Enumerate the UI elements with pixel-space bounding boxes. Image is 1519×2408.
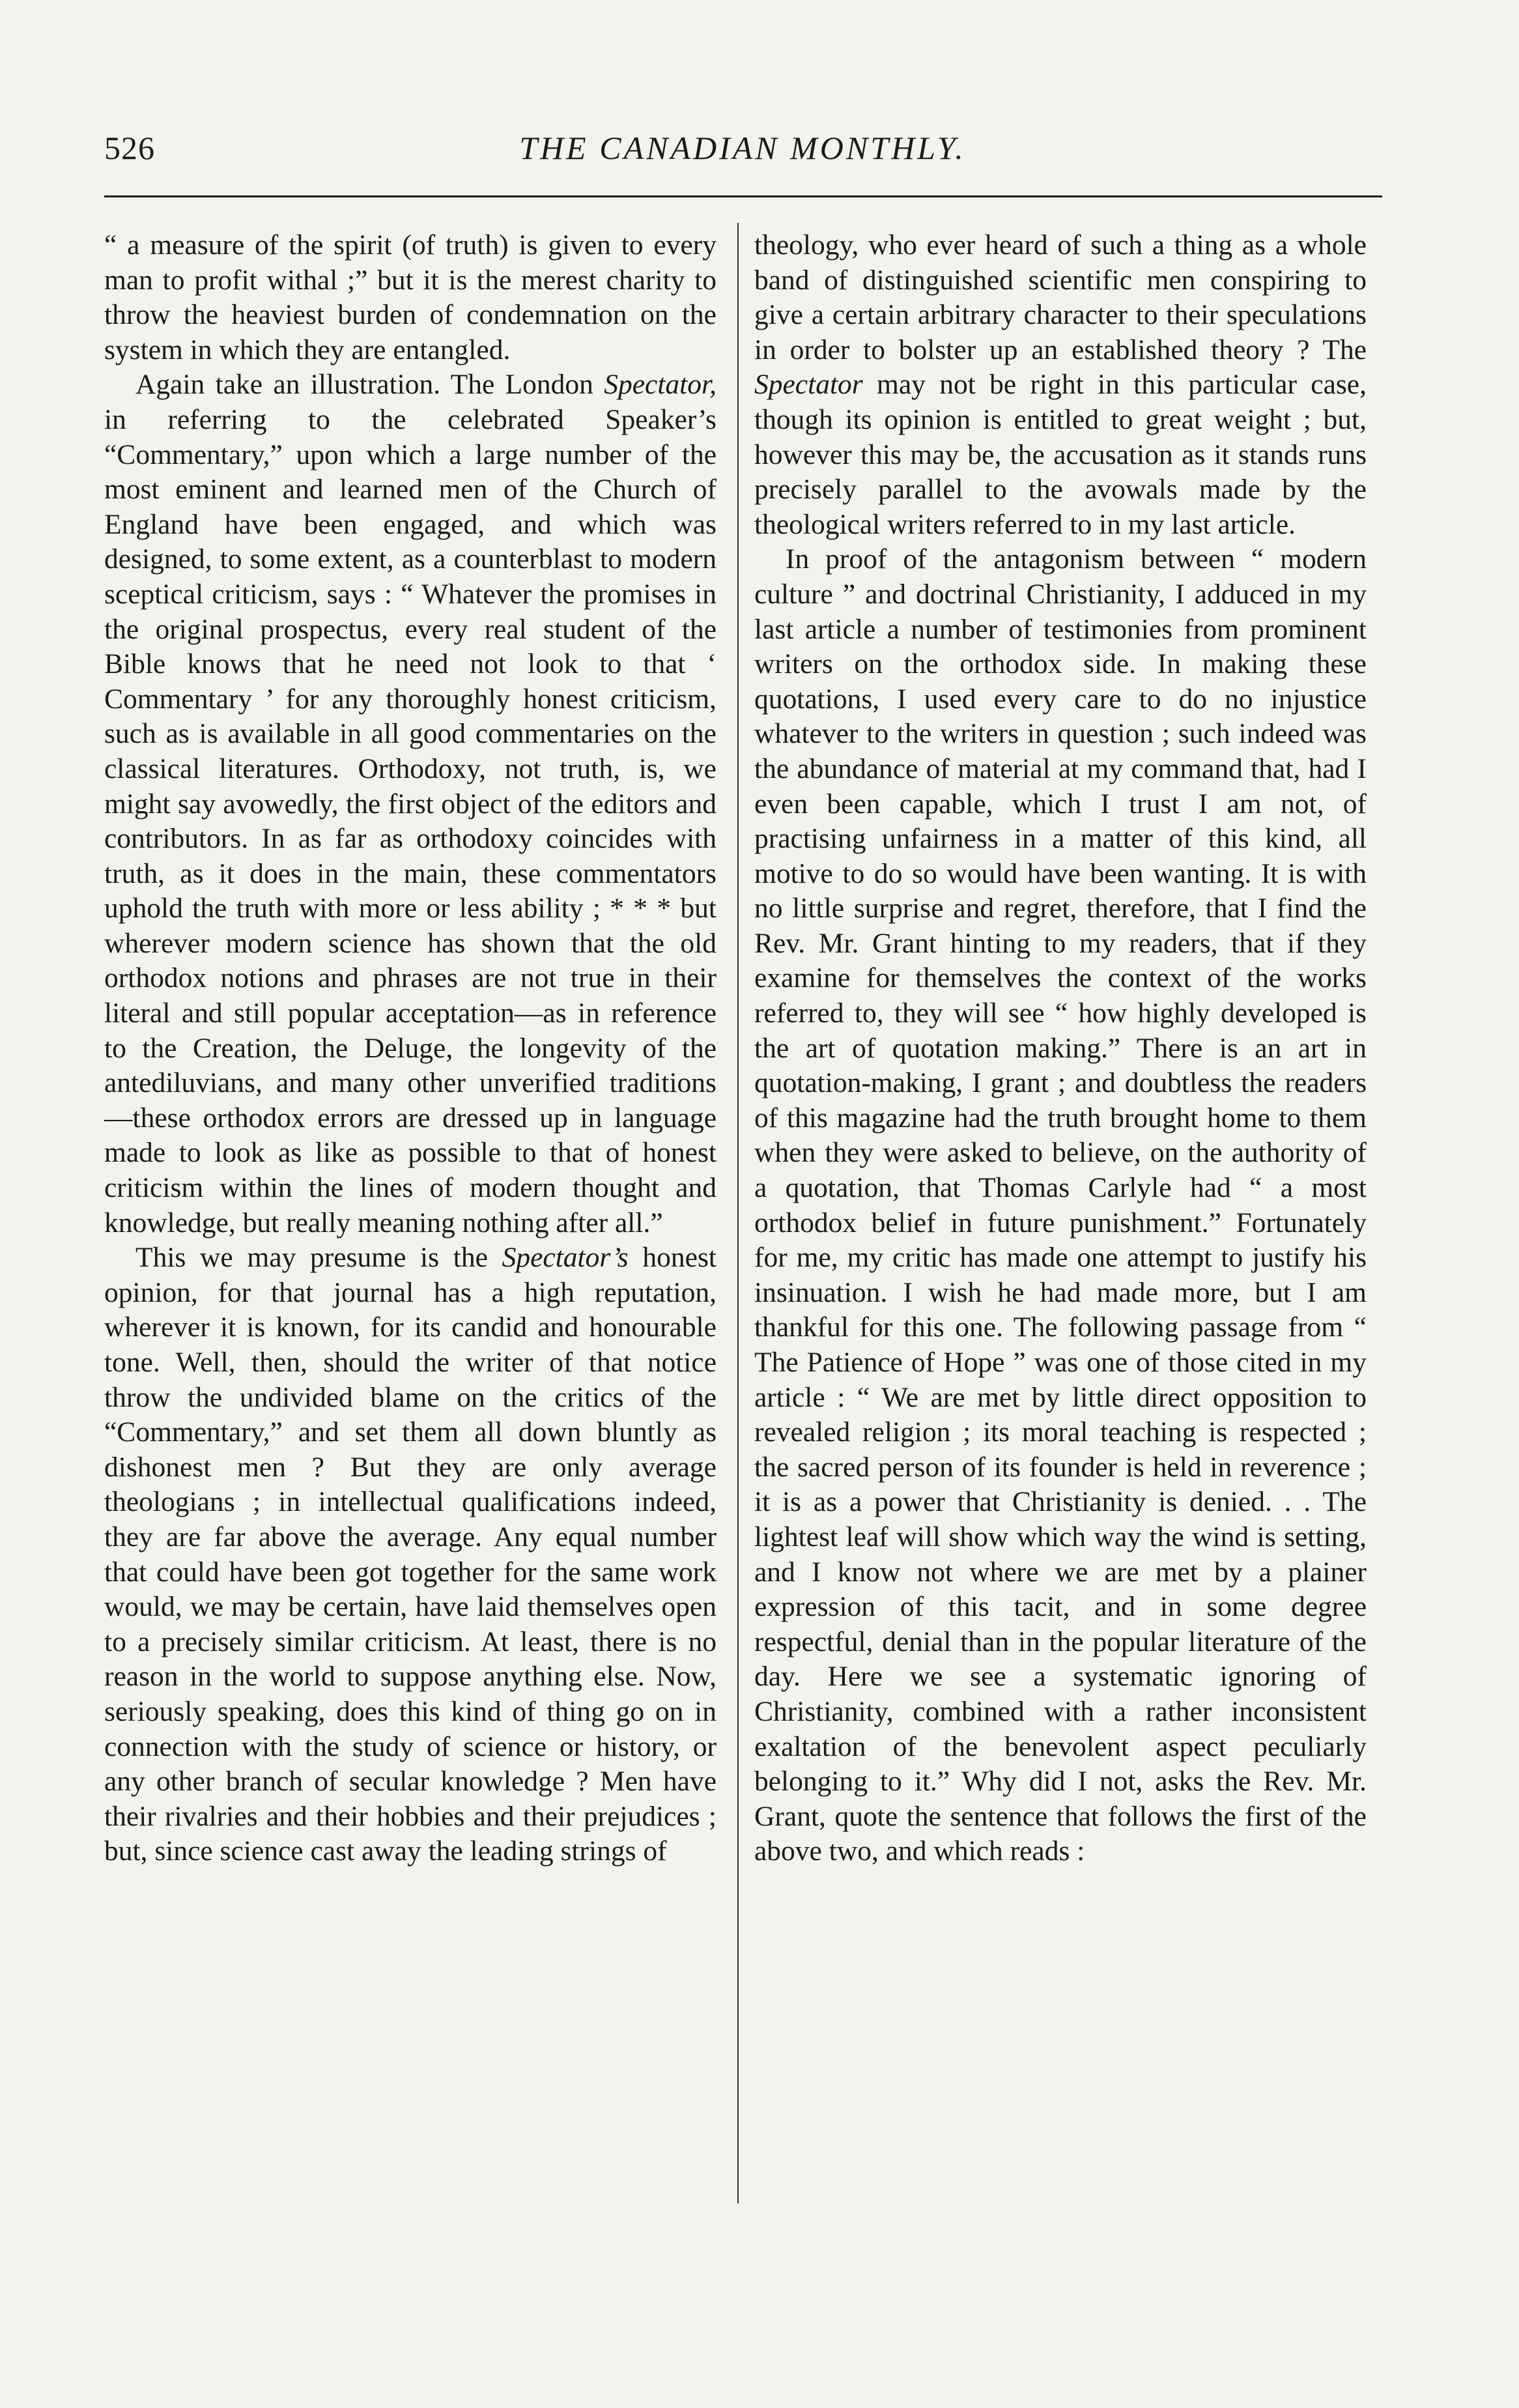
italic-term: Spectator’s xyxy=(502,1242,629,1274)
paragraph-text: “ a measure of the spirit (of truth) is given to every man to profit withal ;” but it is the merest charity to throw the heaviest burden of condemnation on the system in which they are entangled. xyxy=(104,229,724,366)
paragraph-text: theology, who ever heard of such a thing as a whole band of distinguished scientific men conspiring to give a certain arbitrary character to their speculations in order to bolster up an established theory ? The Spectator may not be right in this particular case, though its opinion is entitled to great weight ; but, however this may be, the accusation as it stands runs precisely parallel to the avowals made by the theological writers referred to in my last article. xyxy=(754,229,1374,540)
paragraph xyxy=(104,367,724,1240)
right-column xyxy=(754,228,1374,1869)
column-rule xyxy=(737,223,739,2203)
page-number: 526 xyxy=(104,130,155,166)
paragraph-text: This we may presume is the Spectator’s honest opinion, for that journal has a high reputation, wherever it is known, for its candid and honourable tone. Well, then, should the writer of that notice throw the undivided blame on the critics of the “Commentary,” and set them all down bluntly as dishonest men ? But they are only average theologians ; in intellectual qualifications indeed, they are far above the average. Any equal number that could have been got together for the same work would, we may be certain, have laid themselves open to a precisely similar criticism. At least, there is no reason in the world to suppose anything else. Now, seriously speaking, does this kind of thing go on in connection with the study of science or history, or any other branch of secular knowledge ? Men have their rivalries and their hobbies and their prejudices ; but, since science cast away the leading strings of xyxy=(104,1242,724,1867)
paragraph xyxy=(104,1240,724,1869)
italic-term: Spectator xyxy=(754,369,863,401)
left-column xyxy=(104,228,724,1869)
italic-term: Spectator, xyxy=(604,369,717,401)
paragraph xyxy=(104,228,724,367)
header-rule xyxy=(104,195,1382,197)
paragraph-text: Again take an illustration. The London Spectator, in referring to the celebrated Speaker’s “Commentary,” upon which a large number of the most eminent and learned men of the Church of England have been engaged, and which was designed, to some extent, as a counterblast to modern sceptical criticism, says : “ Whatever the promises in the original prospectus, every real student of the Bible knows that he need not look to that ‘ Commentary ’ for any thoroughly honest criticism, such as is available in all good commentaries on the classical literatures. Orthodoxy, not truth, is, we might say avowedly, the first object of the editors and contributors. In as far as orthodoxy coincides with truth, as it does in the main, these commentators uphold the truth with more or less ability ; * * * but wherever modern science has shown that the old orthodox notions and phrases are not true in their literal and still popular acceptation—as in reference to the Creation, the Deluge, the longevity of the antediluvians, and many other unverified traditions —these orthodox errors are dressed up in language made to look as like as possible to that of honest criticism within the lines of modern thought and knowledge, but really meaning nothing after all.” xyxy=(104,369,724,1239)
running-title: THE CANADIAN MONTHLY. xyxy=(519,130,966,166)
paragraph xyxy=(754,228,1374,542)
paragraph-text: In proof of the antagonism between “ modern culture ” and doctrinal Christianity, I adduced in my last article a number of testimonies from prominent writers on the orthodox side. In making these quotations, I used every care to do no injustice whatever to the writers in question ; such indeed was the abundance of material at my command that, had I even been capable, which I trust I am not, of practising unfairness in a matter of this kind, all motive to do so would have been wanting. It is with no little surprise and regret, therefore, that I find the Rev. Mr. Grant hinting to my readers, that if they examine for themselves the context of the works referred to, they will see “ how highly developed is the art of quotation making.” There is an art in quotation-making, I grant ; and doubtless the readers of this magazine had the truth brought home to them when they were asked to believe, on the authority of a quotation, that Thomas Carlyle had “ a most orthodox belief in future punishment.” Fortunately for me, my critic has made one attempt to justify his insinuation. I wish he had made more, but I am thankful for this one. The following passage from “ The Patience of Hope ” was one of those cited in my article : “ We are met by little direct opposition to revealed religion ; its moral teaching is respected ; the sacred person of its founder is held in reverence ; it is as a power that Christianity is denied. . . The lightest leaf will show which way the wind is setting, and I know not where we are met by a plainer expression of this tacit, and in some degree respectful, denial than in the popular literature of the day. Here we see a systematic ignoring of Christianity, combined with a rather inconsistent exaltation of the benevolent aspect peculiarly belonging to it.” Why did I not, asks the Rev. Mr. Grant, quote the sentence that follows the first of the above two, and which reads : xyxy=(754,543,1374,1867)
paragraph xyxy=(754,542,1374,1869)
page-header xyxy=(104,129,1381,181)
